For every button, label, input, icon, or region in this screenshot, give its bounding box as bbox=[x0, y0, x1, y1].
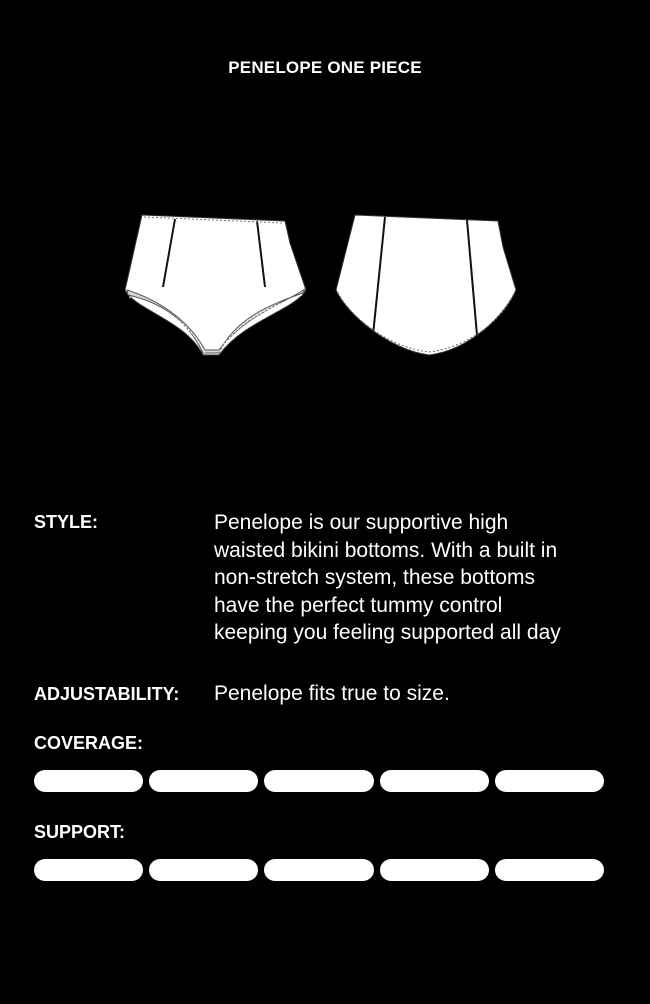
coverage-rating-segment bbox=[495, 770, 604, 792]
style-line: non-stretch system, these bottoms bbox=[214, 566, 535, 589]
support-rating-segment bbox=[149, 859, 258, 881]
coverage-rating-segment bbox=[149, 770, 258, 792]
style-label: STYLE: bbox=[34, 512, 99, 532]
bikini-bottom-back-icon bbox=[336, 215, 516, 355]
coverage-rating-segment bbox=[264, 770, 373, 792]
style-line: keeping you feeling supported all day bbox=[214, 621, 561, 644]
support-label: SUPPORT: bbox=[34, 822, 126, 842]
style-line: Penelope is our supportive high bbox=[214, 511, 509, 534]
support-rating bbox=[34, 859, 604, 883]
coverage-label: COVERAGE: bbox=[34, 733, 144, 753]
style-line: have the perfect tummy control bbox=[214, 593, 503, 617]
product-illustration bbox=[115, 205, 535, 365]
style-line: waisted bikini bottoms. With a built in bbox=[214, 538, 558, 562]
adjustability-value: Penelope fits true to size. bbox=[214, 682, 450, 705]
coverage-rating bbox=[34, 770, 604, 794]
coverage-rating-segment bbox=[380, 770, 489, 792]
support-rating-segment bbox=[380, 859, 489, 881]
support-rating-segment bbox=[495, 859, 604, 881]
adjustability-label: ADJUSTABILITY: bbox=[34, 684, 180, 704]
bikini-bottom-front-icon bbox=[125, 215, 306, 355]
style-description bbox=[214, 509, 634, 647]
support-rating-segment bbox=[34, 859, 143, 881]
support-rating-segment bbox=[264, 859, 373, 881]
coverage-rating-segment bbox=[34, 770, 143, 792]
product-title: PENELOPE ONE PIECE bbox=[228, 58, 422, 77]
